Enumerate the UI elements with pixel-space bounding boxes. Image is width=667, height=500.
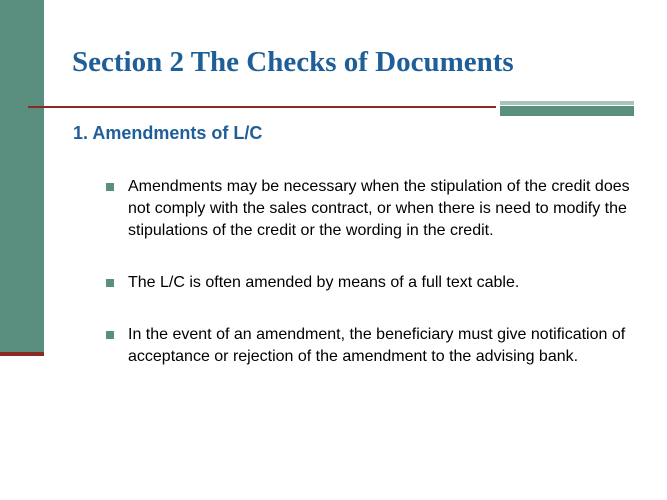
left-accent-band <box>0 0 44 352</box>
bullet-text: The L/C is often amended by means of a full text cable. <box>128 274 520 291</box>
slide-title: Section 2 The Checks of Documents <box>72 46 514 78</box>
bullet-item <box>106 272 636 294</box>
left-accent-rule <box>0 352 44 356</box>
square-bullet-icon <box>106 331 114 339</box>
square-bullet-icon <box>106 183 114 191</box>
bullet-item <box>106 176 636 242</box>
square-bullet-icon <box>106 279 114 287</box>
bullet-text: In the event of an amendment, the beneficiary must give notification of acceptance or rejection of the amendment to the advising bank. <box>128 326 626 365</box>
title-accent-bar <box>500 106 634 116</box>
slide-subtitle: 1. Amendments of L/C <box>73 123 263 143</box>
title-accent-bar-light <box>500 101 634 105</box>
bullet-text: Amendments may be necessary when the stipulation of the credit does not comply with the sales contract, or when there is need to modify the stipulations of the credit or the wording in the credit. <box>128 178 630 239</box>
bullet-item <box>106 324 636 368</box>
bullet-list <box>106 176 636 398</box>
title-divider <box>28 106 496 108</box>
